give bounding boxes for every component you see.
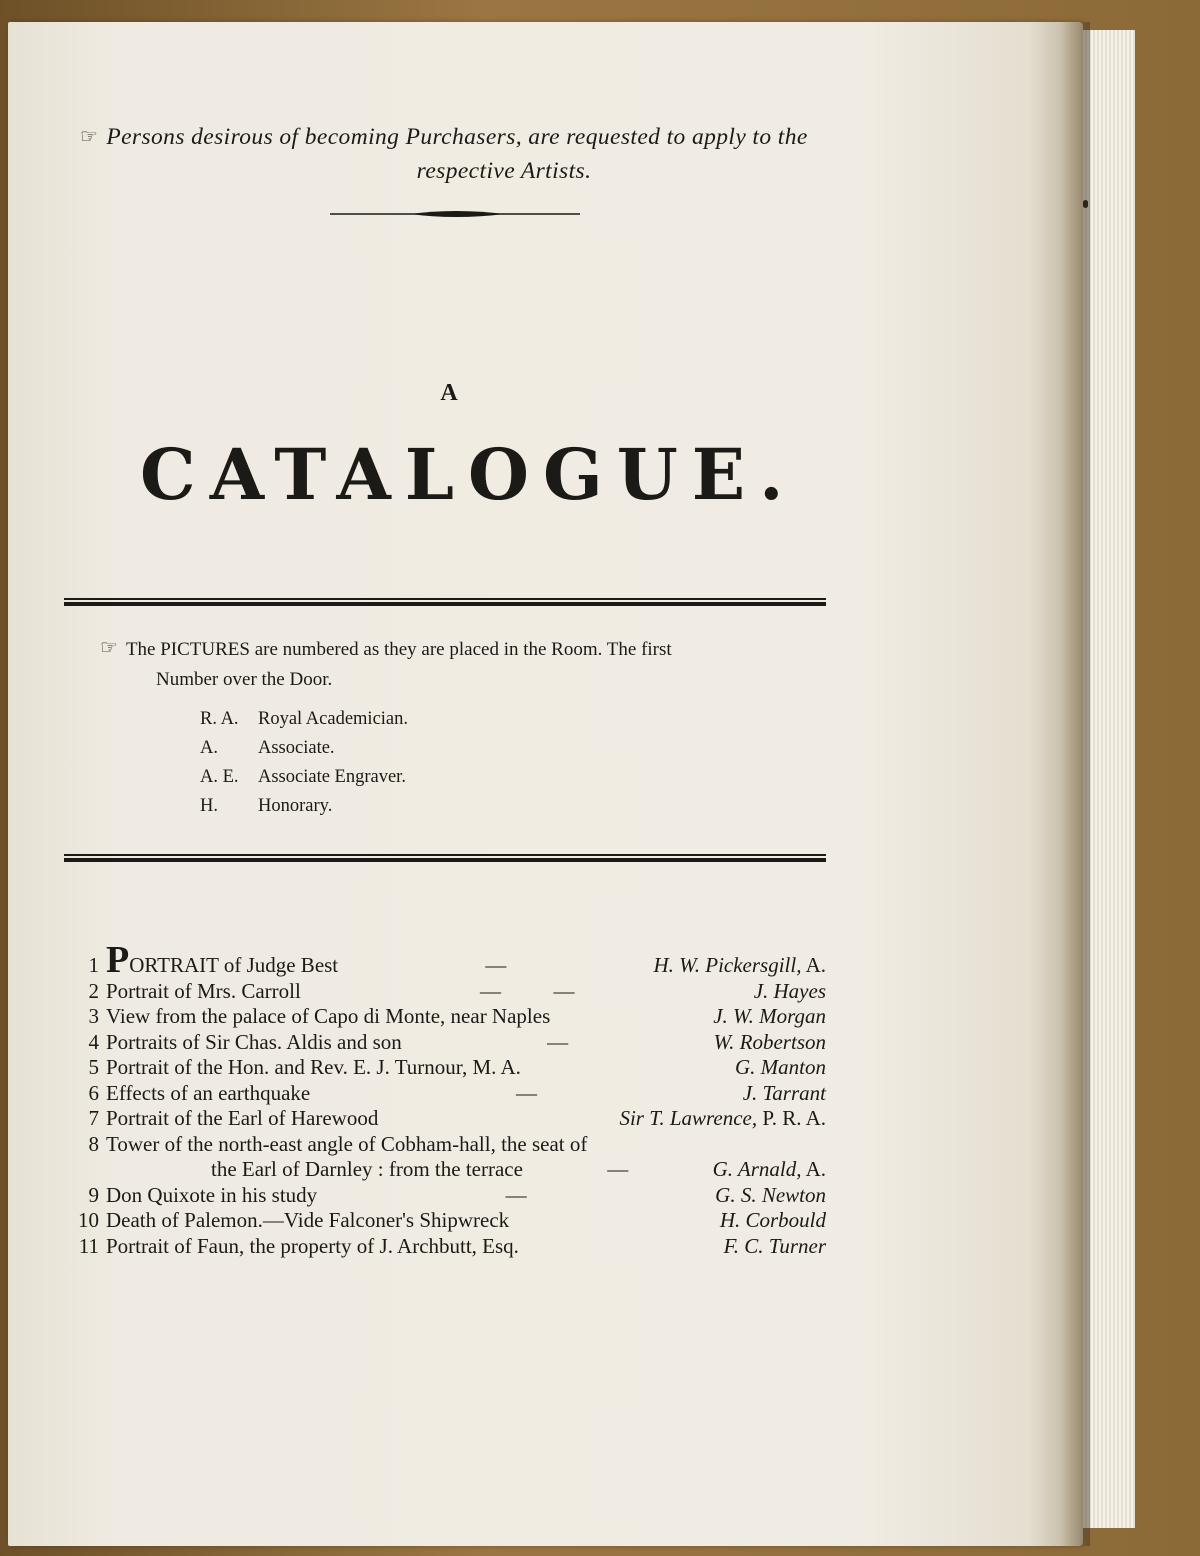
pointing-hand-icon: ☞	[80, 126, 99, 148]
artist-suffix: A.	[801, 1157, 826, 1181]
artist-name: G. S. Newton	[715, 1182, 826, 1207]
title-article: A	[440, 380, 460, 406]
artist-suffix: A.	[801, 953, 826, 977]
artist-name: J. W. Morgan	[713, 1004, 826, 1028]
catalogue-entry	[64, 1208, 826, 1234]
artist-name: H. Corbould	[719, 1208, 826, 1232]
entry-number: 10	[78, 1208, 99, 1232]
entry-number: 6	[88, 1080, 99, 1105]
abbreviation-row	[200, 792, 600, 821]
catalogue-entry	[64, 939, 826, 981]
entry-title: Portrait of Mrs. Carroll	[106, 978, 301, 1003]
entry-artist	[743, 1081, 826, 1107]
abbreviation-meaning: Associate.	[258, 738, 335, 758]
entry-artist	[713, 1157, 826, 1183]
pictures-note-line-1	[100, 633, 840, 665]
catalogue-entry	[64, 1081, 826, 1107]
artist-name: J. Tarrant	[742, 1080, 826, 1105]
abbreviation-key: A.	[200, 738, 218, 758]
catalogue-entry	[64, 1030, 826, 1056]
artist-name: J. Hayes	[753, 978, 826, 1003]
entry-dash: —	[547, 1029, 569, 1054]
abbreviation-meaning: Royal Academician.	[258, 709, 409, 729]
entry-number: 8	[88, 1131, 99, 1156]
entry-title: the Earl of Darnley : from the terrace	[211, 1157, 523, 1181]
abbreviation-row	[200, 734, 600, 763]
pictures-note-line-2: Number over the Door.	[156, 669, 333, 690]
notice-text-1: Persons desirous of becoming Purchasers, are requested to apply to the	[106, 124, 808, 150]
entry-artist	[720, 1208, 826, 1234]
entry-title	[106, 939, 339, 981]
abbreviation-list	[200, 705, 600, 821]
artist-name: Sir T. Lawrence,	[619, 1106, 758, 1130]
entry-title: Portrait of Faun, the property of J. Archbutt, Esq.	[106, 1233, 519, 1258]
artist-name: F. C. Turner	[723, 1233, 826, 1258]
entry-number: 3	[88, 1004, 99, 1028]
entry-artist	[654, 953, 826, 979]
entry-title-text: ORTRAIT of Judge Best	[129, 953, 339, 977]
entry-number: 11	[78, 1233, 99, 1258]
catalogue-entry	[64, 1183, 826, 1209]
entry-dash: — —	[480, 978, 575, 1003]
entry-artist	[735, 1055, 826, 1081]
notice-line-1	[80, 120, 920, 154]
entry-dash: —	[516, 1080, 537, 1105]
abbreviation-meaning: Associate Engraver.	[258, 767, 406, 787]
entry-dash: —	[607, 1157, 629, 1181]
entry-number: 9	[88, 1182, 99, 1207]
entry-title: Death of Palemon.—Vide Falconer's Shipwreck	[106, 1208, 510, 1232]
page-title: CATALOGUE.	[140, 433, 798, 516]
entry-title: Don Quixote in his study	[106, 1182, 318, 1207]
ornamental-rule	[330, 208, 580, 220]
entry-title: Tower of the north-east angle of Cobham-hall, the seat of	[106, 1131, 588, 1156]
entry-number: 4	[88, 1029, 99, 1054]
entry-title: Portraits of Sir Chas. Aldis and son	[106, 1029, 402, 1054]
notice-line-2: respective Artists.	[416, 158, 592, 184]
artist-name: G. Arnald,	[712, 1157, 802, 1181]
catalogue-entry	[64, 979, 826, 1005]
catalogue-entry	[64, 1234, 826, 1260]
abbreviation-meaning: Honorary.	[258, 796, 333, 816]
entry-artist	[724, 1234, 826, 1260]
entry-artist	[715, 1183, 826, 1209]
entry-artist	[619, 1106, 826, 1132]
entry-number: 2	[88, 978, 99, 1003]
entry-number: 7	[88, 1106, 99, 1130]
catalogue-entries	[64, 939, 826, 1259]
entry-title: Portrait of the Hon. and Rev. E. J. Turnour, M. A.	[106, 1055, 521, 1079]
catalogue-entry	[64, 1004, 826, 1030]
pictures-note-text-1: The PICTURES are numbered as they are placed in the Room. The first	[125, 639, 672, 660]
pictures-note	[100, 633, 840, 695]
entry-number: 1	[88, 953, 99, 977]
artist-name: H. W. Pickersgill,	[653, 953, 802, 977]
catalogue-entry	[64, 1055, 826, 1081]
catalogue-entry	[64, 1106, 826, 1132]
double-rule-top	[64, 598, 826, 606]
pointing-hand-icon: ☞	[100, 637, 118, 659]
abbreviation-key: H.	[200, 796, 218, 816]
purchase-notice	[80, 120, 920, 188]
drop-cap: P	[106, 939, 130, 981]
abbreviation-key: A. E.	[200, 767, 239, 787]
artist-name: G. Manton	[735, 1055, 826, 1079]
abbreviation-key: R. A.	[200, 709, 239, 729]
abbreviation-row	[200, 705, 600, 734]
entry-dash: —	[505, 1182, 527, 1207]
entry-title: Portrait of the Earl of Harewood	[106, 1106, 379, 1130]
entry-artist	[713, 1004, 826, 1030]
catalogue-entry-continuation	[64, 1157, 826, 1183]
entry-artist	[714, 1030, 826, 1056]
entry-artist	[754, 979, 826, 1005]
entry-title: View from the palace of Capo di Monte, near Naples	[106, 1004, 551, 1028]
gutter-shadow	[1060, 22, 1090, 1546]
artist-name: W. Robertson	[713, 1029, 826, 1054]
entry-number: 5	[88, 1055, 99, 1079]
abbreviation-row	[200, 763, 600, 792]
entry-title: Effects of an earthquake	[106, 1080, 311, 1105]
ink-spot	[1083, 200, 1088, 208]
entry-dash: —	[485, 953, 507, 977]
artist-suffix: P. R. A.	[757, 1106, 826, 1130]
catalogue-entry	[64, 1132, 826, 1158]
double-rule-bottom	[64, 854, 826, 862]
page-edges	[1083, 30, 1135, 1528]
